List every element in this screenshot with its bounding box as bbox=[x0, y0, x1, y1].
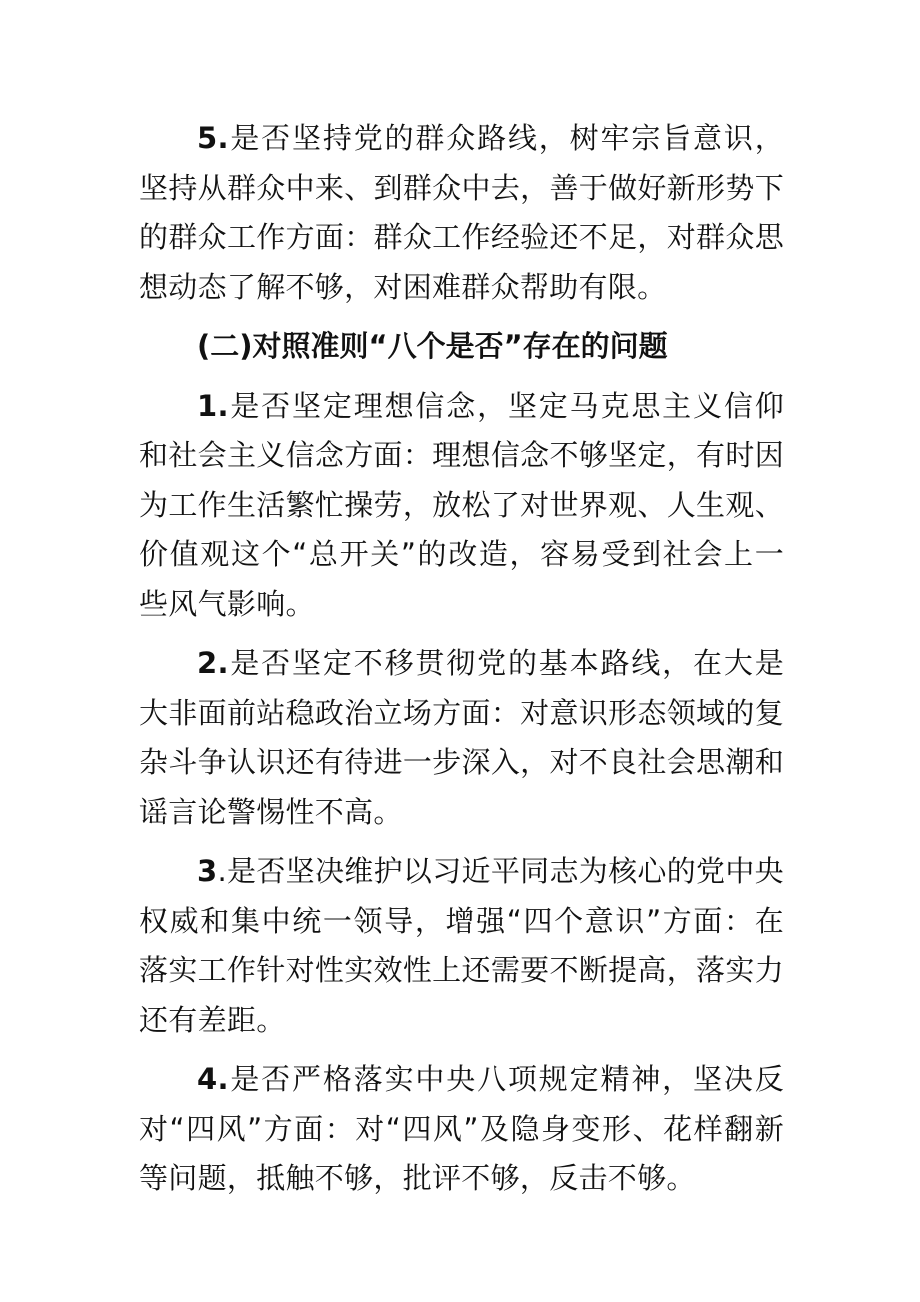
paragraph-item-2 bbox=[139, 639, 784, 837]
paragraph-item-1 bbox=[139, 382, 784, 630]
item-text: 是否坚定不移贯彻党的基本路线，在大是大非面前站稳政治立场方面：对意识形态领域的复杂斗争认识还有待进一步深入，对不良社会思潮和谣言论警惕性不高。 bbox=[139, 646, 784, 829]
item-text: 是否严格落实中央八项规定精神，坚决反对“四风”方面：对“四风”及隐身变形、花样翻新等问题，抵触不够，批评不够，反击不够。 bbox=[139, 1062, 784, 1195]
paragraph-item-5 bbox=[139, 114, 784, 312]
paragraph-item-3 bbox=[139, 847, 784, 1045]
item-number: 5. bbox=[197, 121, 229, 155]
item-text: 是否坚定理想信念，坚定马克思主义信仰和社会主义信念方面：理想信念不够坚定，有时因为工作生活繁忙操劳，放松了对世界观、人生观、价值观这个“总开关”的改造，容易受到社会上一些风气影响。 bbox=[139, 388, 784, 621]
item-number: 3 bbox=[197, 854, 218, 888]
item-text: .是否坚决维护以习近平同志为核心的党中央权威和集中统一领导，增强“四个意识”方面：在落实工作针对性实效性上还需要不断提高，落实力还有差距。 bbox=[139, 854, 784, 1037]
document-body bbox=[139, 114, 784, 1214]
item-number: 4. bbox=[197, 1062, 229, 1096]
section-heading: (二)对照准则“八个是否”存在的问题 bbox=[197, 329, 668, 363]
item-number: 1. bbox=[197, 388, 229, 423]
item-number: 2. bbox=[197, 646, 229, 680]
item-text: 是否坚持党的群众路线，树牢宗旨意识，坚持从群众中来、到群众中去，善于做好新形势下的群众工作方面：群众工作经验还不足，对群众思想动态了解不够，对困难群众帮助有限。 bbox=[139, 121, 784, 304]
paragraph-item-4 bbox=[139, 1055, 784, 1204]
